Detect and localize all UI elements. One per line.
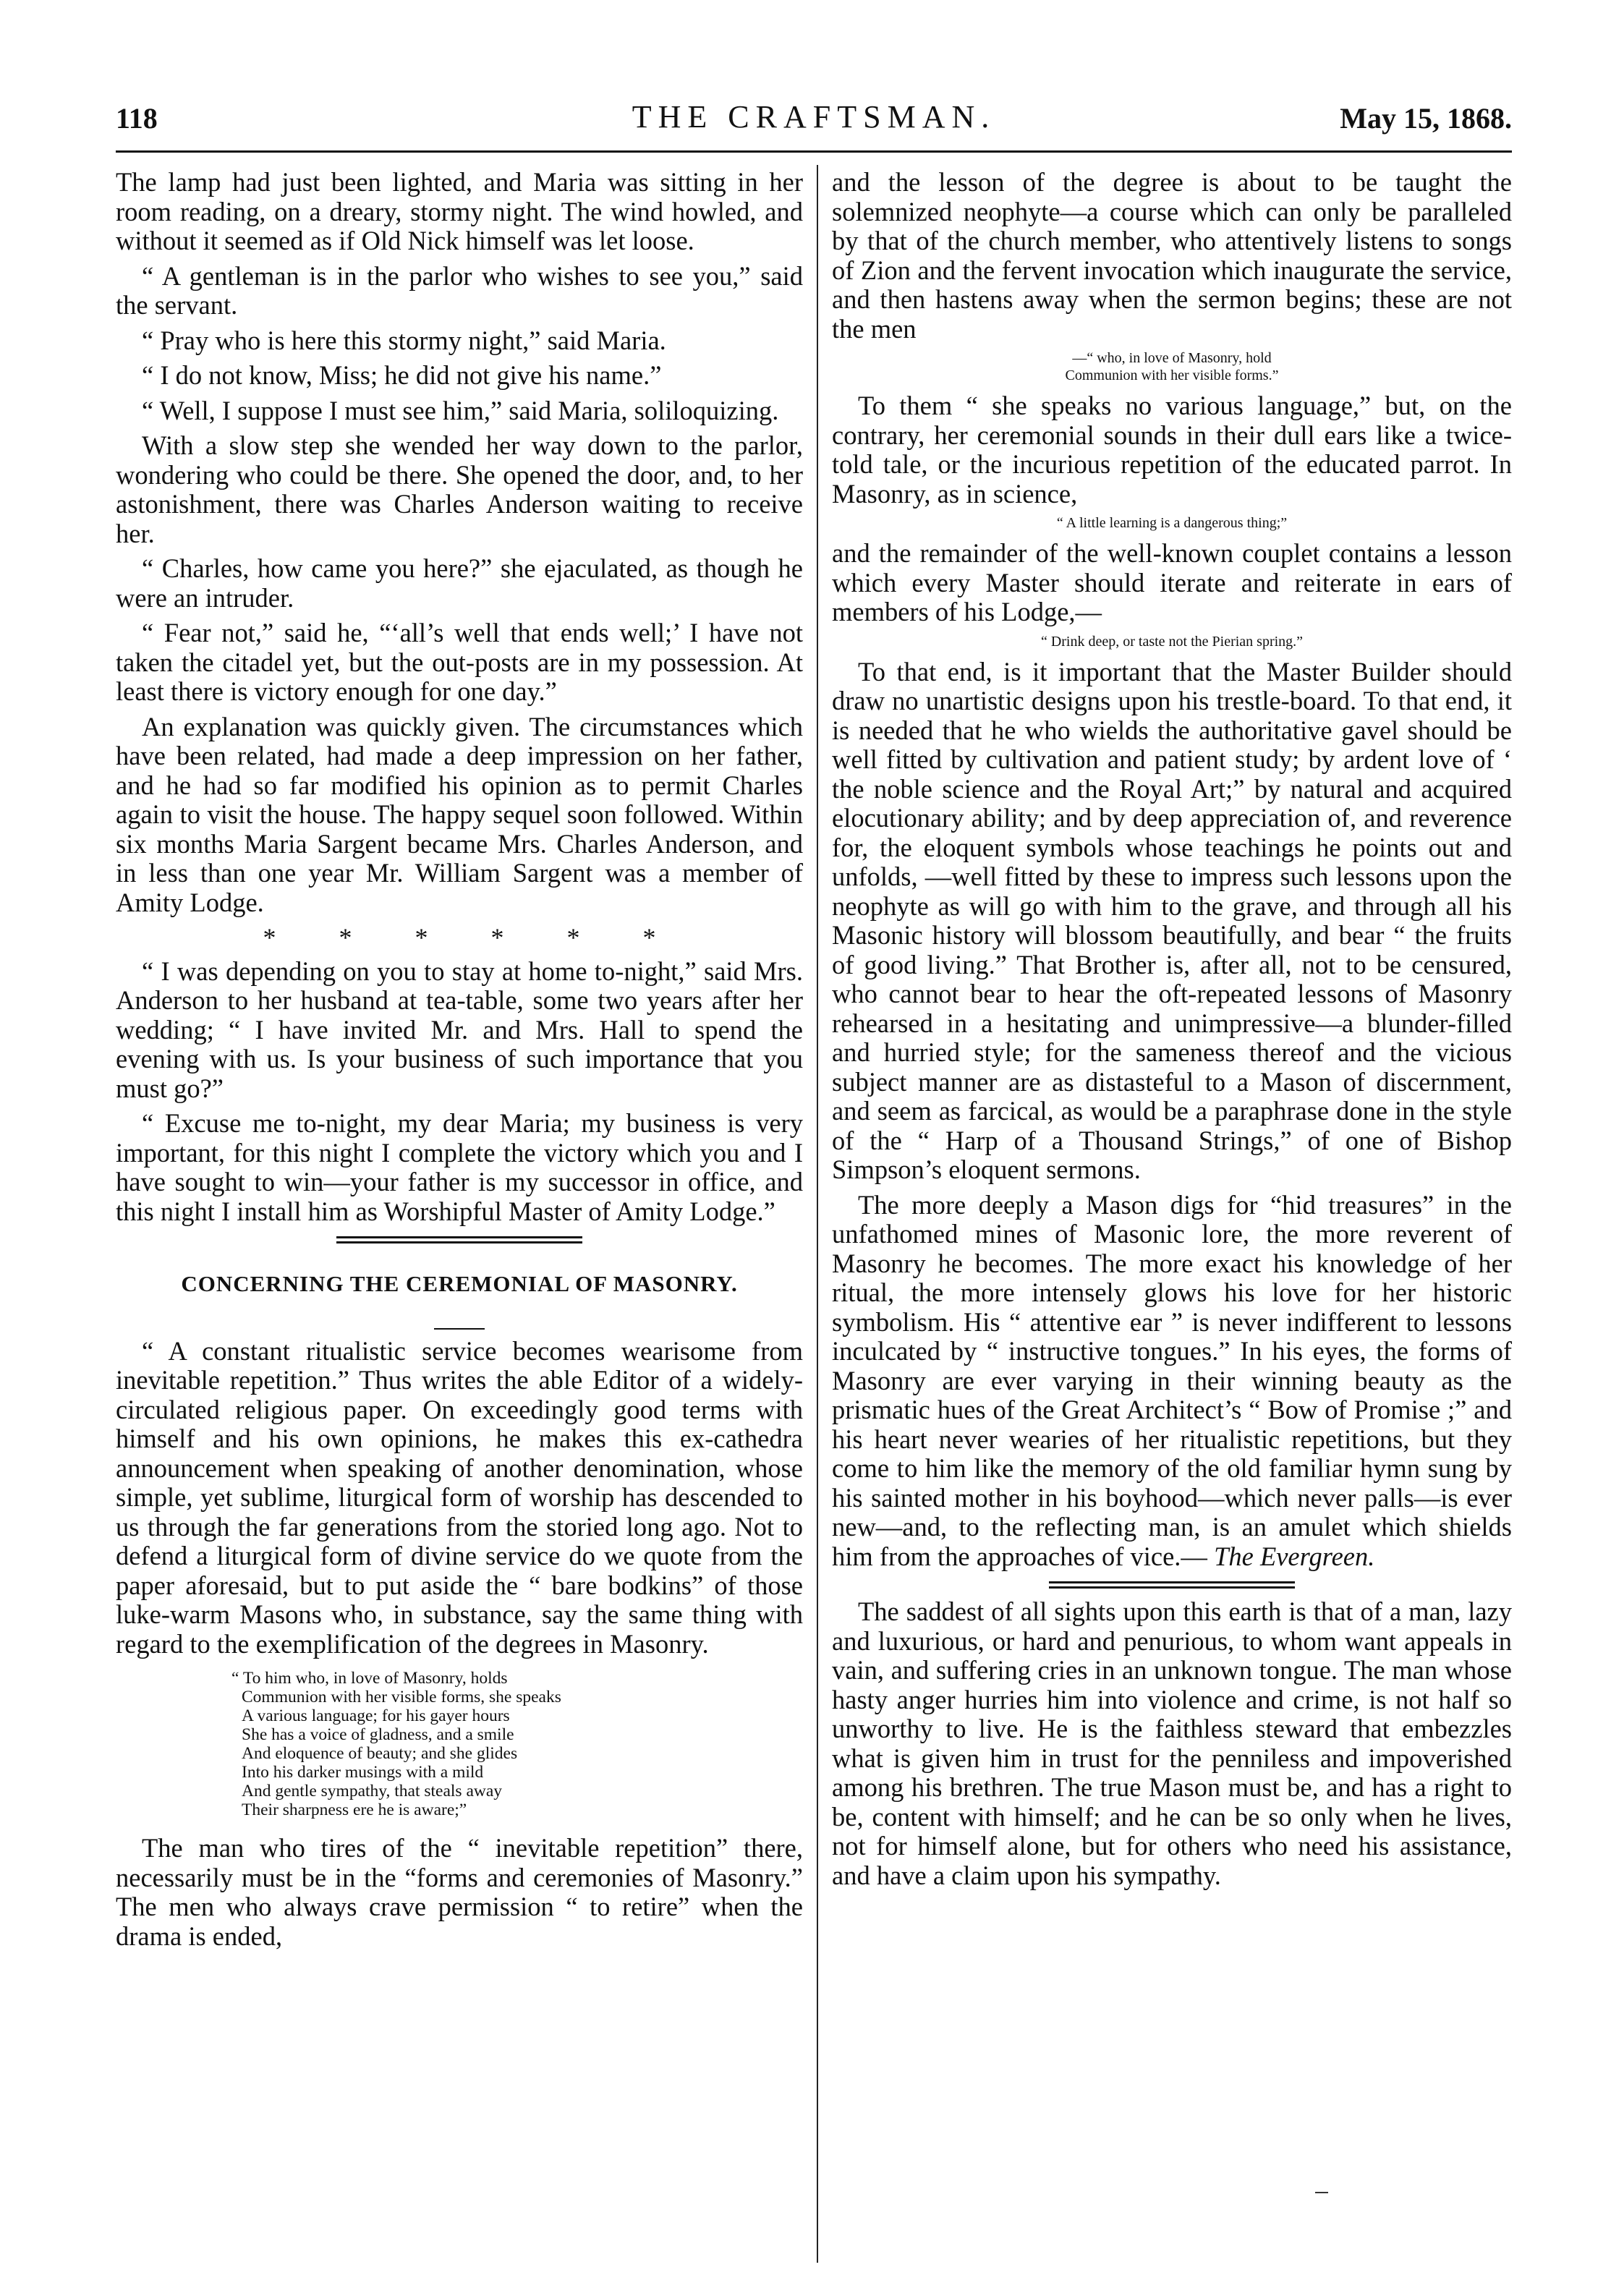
verse-line: A various language; for his gayer hours xyxy=(242,1706,510,1725)
story-paragraph: “ Well, I suppose I must see him,” said Maria, soliloquizing. xyxy=(142,395,779,425)
page-number: 118 xyxy=(116,102,158,135)
footer-mark xyxy=(1315,2192,1328,2193)
source-citation: The Evergreen. xyxy=(1214,1541,1375,1571)
short-rule xyxy=(434,1328,485,1330)
verse-line: She has a voice of gladness, and a smile xyxy=(242,1725,514,1744)
column-divider xyxy=(817,165,818,2263)
header-rule xyxy=(116,150,1512,153)
article-paragraph: The saddest of all sights upon this earth is that of a man, lazy and luxurious, or hard and penurious, to whom want appeals in vain, and suffering cries in an unknown tongue. The man whose hasty anger hurries him into violence and crime, is not half so unworthy to live. He is the faithless steward that embezzles what is given him in trust for the penniless and impoverished among his brethren. The true Mason must be, and has a right to be, content with himself; and he can be so only when he lives, not for himself alone, but for others who need his assistance, and have a claim upon his sympathy. xyxy=(832,1596,1512,1890)
article-paragraph: To that end, is it important that the Master Builder should draw no unartistic designs upon his trestle-board. To that end, it is needed that he who wields the authoritative gavel should be well fitted by cultivation and patient study; by ardent love of ‘ the noble science and the Royal Art;” by natural and acquired elocutionary ability; and by deep appreciation of, and reverence for, the eloquent symbols whose teachings he points out and unfolds, —well fitted by these to impress such lessons upon the neophyte as will go with him to the grave, and through all his Masonic history will blossom beautifully, and bear “ the fruits of good living.” That Brother is, after all, not to be censured, who cannot bear to hear the oft-repeated lessons of Masonry rehearsed in a hesitating and unimpressive—a blunder-filled and hurried style; for the sameness thereof and the vicious subject manner are as distasteful to a Mason of discernment, and seem as farcical, as would be a paraphrase done in the style of the “ Harp of a Thousand Strings,” of one of Bishop Simpson’s eloquent sermons. xyxy=(832,656,1512,1184)
left-column xyxy=(116,168,803,1957)
story-paragraph: “ Pray who is here this stormy night,” said Maria. xyxy=(142,325,666,355)
article-paragraph: and the lesson of the degree is about to be taught the solemnized neophyte—a course which can only be paralleled by that of the church member, who attentively listens to songs of Zion and the fervent invocation which inaugurate the service, and then hastens away when the sermon begins; these are not the men xyxy=(832,167,1512,344)
page-header xyxy=(116,101,1512,145)
story-paragraph: “ A gentleman is in the parlor who wishes to see you,” said the servant. xyxy=(116,260,803,320)
story-paragraph: An explanation was quickly given. The circumstances which have been related, had made a deep impression on her father, and he had so far modified his opinion as to permit Charles again to visit the house. The happy sequel soon followed. Within six months Maria Sargent became Mrs. Charles Anderson, and in less than one year Mr. William Sargent was a member of Amity Lodge. xyxy=(116,711,803,917)
story-paragraph: “ I was depending on you to stay at home to-night,” said Mrs. Anderson to her husband at tea-table, some two years after her wedding; “ I have invited Mr. and Mrs. Hall to spend the evening with us. Is your business of such importance that you must go?” xyxy=(116,956,803,1103)
verse-line: And eloquence of beauty; and she glides xyxy=(242,1744,518,1763)
article-paragraph xyxy=(832,1191,1512,1572)
verse-line: Into his darker musings with a mild xyxy=(242,1763,484,1782)
inline-quote-line: —“ who, in love of Masonry, hold xyxy=(1072,350,1272,366)
verse-line: Their sharpness ere he is aware;” xyxy=(242,1800,467,1819)
inline-quote xyxy=(832,349,1512,384)
article-paragraph-text: The more deeply a Mason digs for “hid treasures” in the unfathomed mines of Masonic lore, the more reverent of Masonry he becomes. The more exact his knowledge of her ritual, the more intensely glows his love for her historic symbolism. His “ attentive ear ” is never indifferent to lessons inculcated by “ instructive tongues.” In his eyes, the forms of Masonry are ever varying in their winning beauty as the prismatic hues of the Great Architect’s “ Bow of Promise ;” and his heart never wearies of her ritualistic repetitions, but they come to him like the memory of the old familiar hymn sung by his sainted mother in his boyhood—which never palls—is ever new—and, to the reflecting man, is an amulet which shields him from the approaches of vice.— xyxy=(832,1189,1512,1571)
story-paragraph: “ Excuse me to-night, my dear Maria; my business is very important, for this night I complete the victory which you and I have sought to win—your father is my successor in office, and this night I install him as Worshipful Master of Amity Lodge.” xyxy=(116,1108,803,1226)
article-title: CONCERNING THE CEREMONIAL OF MASONRY. xyxy=(181,1271,738,1296)
right-column xyxy=(832,168,1512,1896)
story-paragraph: “ Charles, how came you here?” she ejaculated, as though he were an intruder. xyxy=(116,553,803,613)
inline-quote-line: Communion with her visible forms.” xyxy=(1065,367,1279,383)
story-paragraph: With a slow step she wended her way down to the parlor, wondering who could be there. She opened the door, and, to her astonishment, there was Charles Anderson waiting to receive her. xyxy=(116,430,803,548)
story-paragraph: The lamp had just been lighted, and Maria was sitting in her room reading, on a dreary, stormy night. The wind howled, and without it seemed as if Old Nick himself was let loose. xyxy=(116,167,803,255)
story-paragraph: “ I do not know, Miss; he did not give his name.” xyxy=(142,360,662,390)
verse-line: Communion with her visible forms, she speaks xyxy=(242,1688,561,1706)
article-paragraph: “ A constant ritualistic service becomes wearisome from inevitable repetition.” Thus writes the able Editor of a widely-circulated religious paper. On exceedingly good terms with himself and his own opinions, he makes this ex-cathedra announcement when speaking of another denomination, whose simple, yet sublime, liturgical form of worship has descended to us through the far generations from the storied long ago. Not to defend a liturgical form of divine service do we quote from the paper aforesaid, but to put aside the “ bare bodkins” of those luke-warm Masons who, in substance, say the same thing with regard to the exemplification of the degrees in Masonry. xyxy=(116,1335,803,1659)
article-paragraph: The man who tires of the “ inevitable repetition” there, necessarily must be in the “forms and ceremonies of Masonry.” The men who always crave permission “ to retire” when the drama is ended, xyxy=(116,1833,803,1951)
inline-quote: “ A little learning is a dangerous thing;” xyxy=(1056,515,1288,531)
section-break-stars: * * * * * * xyxy=(263,923,656,952)
article-paragraph: To them “ she speaks no various language,” but, on the contrary, her ceremonial sounds in their dull ears like a twice-told tale, or the incurious repetition of the educated parrot. In Masonry, as in science, xyxy=(832,391,1512,509)
journal-title: THE CRAFTSMAN. xyxy=(632,99,996,135)
inline-quote: “ Drink deep, or taste not the Pierian spring.” xyxy=(1040,633,1304,650)
story-paragraph: “ Fear not,” said he, “‘all’s well that ends well;’ I have not taken the citadel yet, but the out-posts are in my possession. At least there is victory enough for one day.” xyxy=(116,618,803,706)
double-rule xyxy=(1049,1581,1295,1589)
verse-line: “ To him who, in love of Masonry, holds xyxy=(231,1669,508,1688)
double-rule xyxy=(336,1236,582,1243)
article-paragraph: and the remainder of the well-known couplet contains a lesson which every Master should iterate and reiterate in ears of members of his Lodge,— xyxy=(832,538,1512,626)
verse-quote xyxy=(231,1669,803,1819)
verse-line: And gentle sympathy, that steals away xyxy=(242,1782,503,1800)
issue-date: May 15, 1868. xyxy=(1340,102,1512,135)
